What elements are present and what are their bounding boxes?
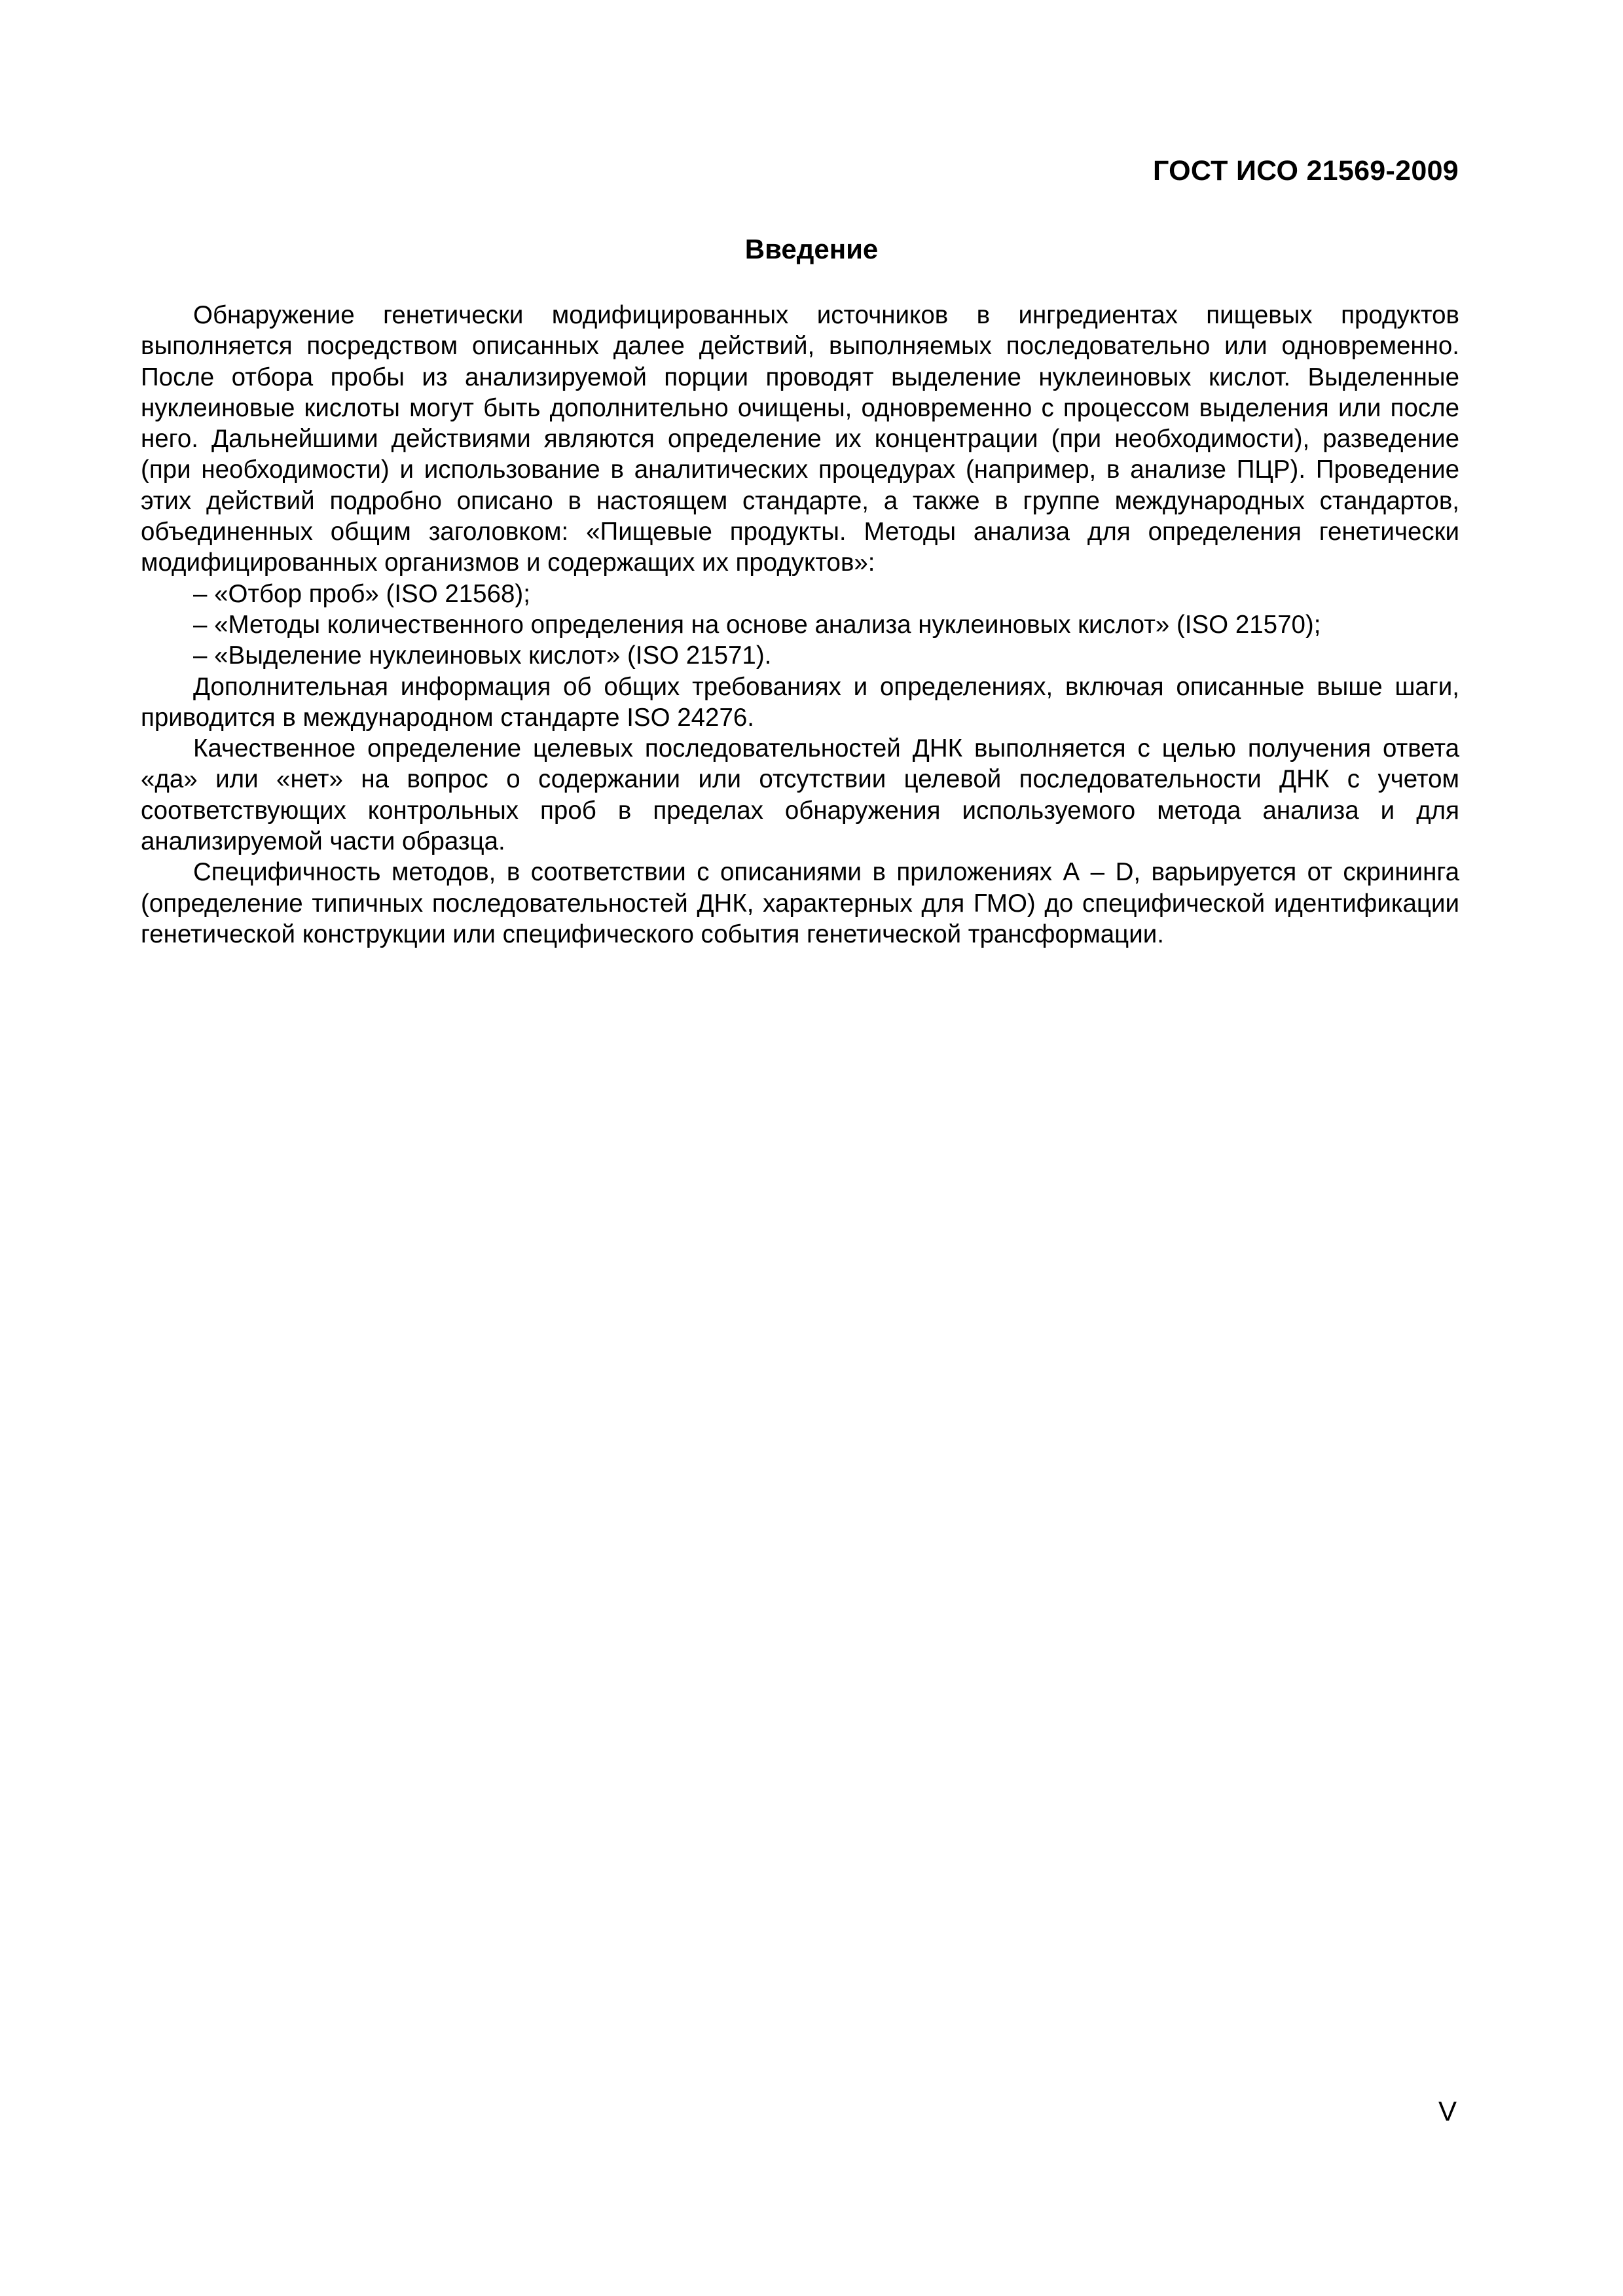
page-number: V <box>1438 2096 1457 2126</box>
paragraph-additional-info: Дополнительная информация об общих требованиях и определениях, включая описанные выше шаги, приводится в международном стандарте ISO 24276. <box>141 672 1459 732</box>
document-code: ГОСТ ИСО 21569-2009 <box>1153 155 1459 187</box>
section-title: Введение <box>744 234 879 264</box>
paragraph-intro: Обнаружение генетически модифицированных источников в ингредиентах пищевых продуктов выполняется посредством описанных далее действий, выполняемых последовательно или одновременно. После отбора пробы из анализируемой порции проводят выделение нуклеиновых кислот. Выделенные нуклеиновые кислоты могут быть дополнительно очищены, одновременно с процессом выделения или после него. Дальнейшими действиями являются определение их концентрации (при необходимости), разведение (при необходимости) и использование в аналитических процедурах (например, в анализе ПЦР). Проведение этих действий подробно описано в настоящем стандарте, а также в группе международных стандартов, объединенных общим заголовком: «Пищевые продукты. Методы анализа для определения генетически модифицированных организмов и содержащих их продуктов»: <box>141 301 1459 577</box>
list-item-sampling: – «Отбор проб» (ISO 21568); <box>193 579 530 608</box>
list-item-extraction: – «Выделение нуклеиновых кислот» (ISO 21571). <box>193 641 772 670</box>
list-item-quantitative-methods: – «Методы количественного определения на основе анализа нуклеиновых кислот» (ISO 21570); <box>193 610 1321 639</box>
paragraph-qualitative: Качественное определение целевых последовательностей ДНК выполняется с целью получения ответа «да» или «нет» на вопрос о содержании или отсутствии целевой последовательности ДНК с учетом соответствующих контрольных проб в пределах обнаружения используемого метода анализа и для анализируемой части образца. <box>141 734 1459 856</box>
paragraph-specificity: Специфичность методов, в соответствии с описаниями в приложениях А – D, варьируется от скрининга (определение типичных последовательностей ДНК, характерных для ГМО) до специфической идентификации генетической конструкции или специфического события генетической трансформации. <box>141 858 1459 948</box>
section-body <box>141 300 1459 950</box>
